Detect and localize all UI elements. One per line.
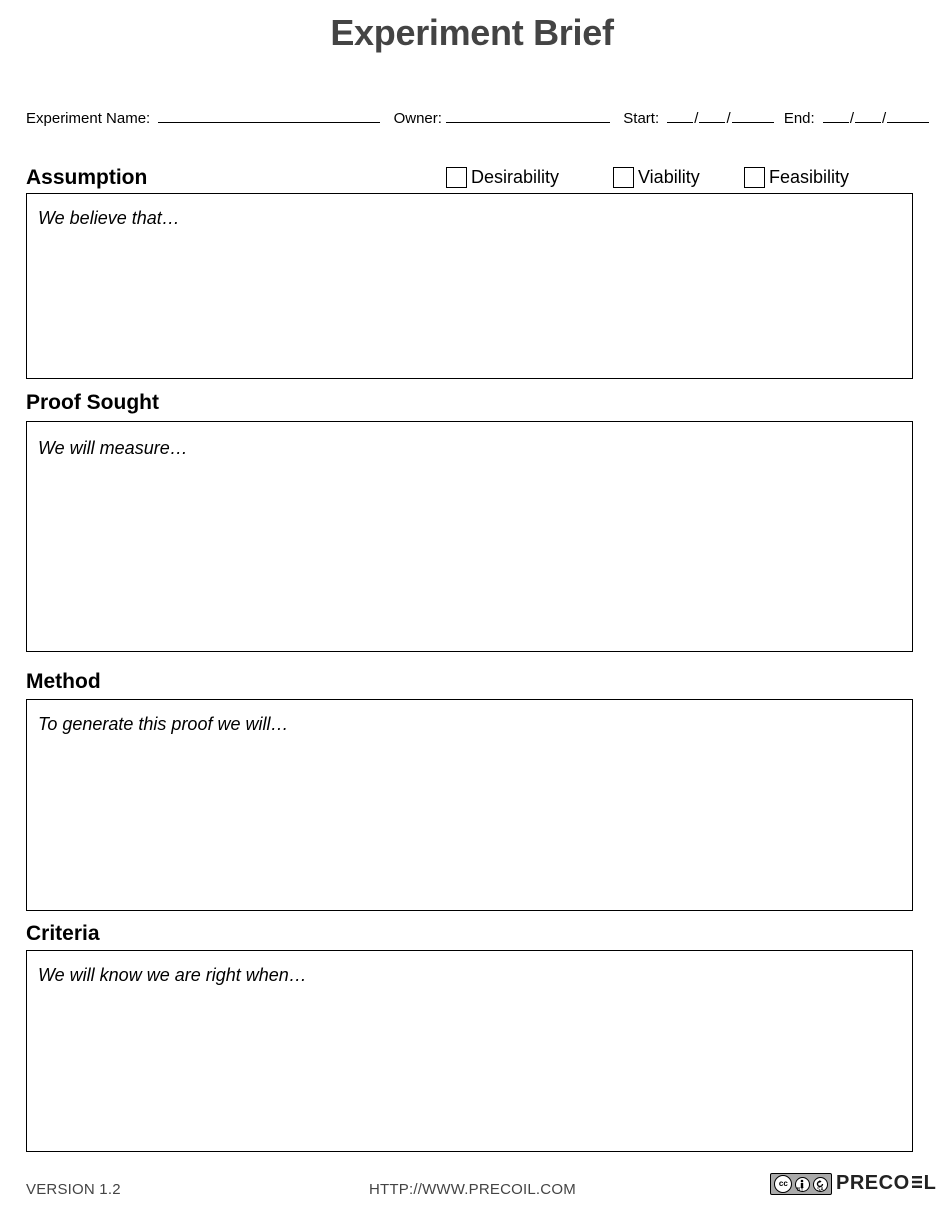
viability-checkbox[interactable] bbox=[613, 167, 634, 188]
start-month-field[interactable] bbox=[667, 107, 693, 123]
logo-text-end: L bbox=[923, 1172, 937, 1194]
method-title: Method bbox=[26, 670, 101, 693]
method-box[interactable] bbox=[26, 699, 913, 911]
version-text: VERSION 1.2 bbox=[26, 1181, 121, 1198]
start-year-field[interactable] bbox=[732, 107, 774, 123]
experiment-name-field[interactable] bbox=[158, 107, 380, 123]
proof-sought-title: Proof Sought bbox=[26, 391, 159, 414]
page-title: Experiment Brief bbox=[330, 12, 614, 53]
cc-icon: cc bbox=[774, 1175, 792, 1193]
start-day-field[interactable] bbox=[699, 107, 725, 123]
owner-field[interactable] bbox=[446, 107, 610, 123]
assumption-prompt: We believe that… bbox=[38, 208, 180, 228]
date-separator: / bbox=[694, 110, 699, 127]
end-year-field[interactable] bbox=[887, 107, 929, 123]
proof-sought-prompt: We will measure… bbox=[38, 438, 188, 458]
desirability-label: Desirability bbox=[471, 167, 560, 187]
cc-by-text: BY bbox=[797, 1187, 804, 1193]
desirability-checkbox-group[interactable] bbox=[446, 167, 559, 188]
feasibility-label: Feasibility bbox=[769, 167, 850, 187]
experiment-name-label: Experiment Name: bbox=[26, 110, 151, 127]
precoil-logo bbox=[836, 1172, 936, 1195]
cc-license-badge bbox=[770, 1173, 832, 1195]
method-prompt: To generate this proof we will… bbox=[38, 714, 289, 734]
assumption-box[interactable] bbox=[26, 193, 913, 379]
coil-icon bbox=[911, 1174, 923, 1190]
desirability-checkbox[interactable] bbox=[446, 167, 467, 188]
feasibility-checkbox-group[interactable] bbox=[744, 167, 849, 188]
criteria-title: Criteria bbox=[26, 922, 100, 945]
criteria-prompt: We will know we are right when… bbox=[38, 965, 307, 985]
owner-label: Owner: bbox=[393, 110, 442, 127]
end-month-field[interactable] bbox=[823, 107, 849, 123]
end-day-field[interactable] bbox=[855, 107, 881, 123]
logo-text-start: PRECO bbox=[836, 1172, 910, 1194]
assumption-title: Assumption bbox=[26, 166, 148, 189]
feasibility-checkbox[interactable] bbox=[744, 167, 765, 188]
viability-checkbox-group[interactable] bbox=[613, 167, 700, 188]
proof-sought-box[interactable] bbox=[26, 421, 913, 652]
footer-url[interactable]: HTTP://WWW.PRECOIL.COM bbox=[369, 1181, 576, 1198]
criteria-box[interactable] bbox=[26, 950, 913, 1152]
date-separator: / bbox=[882, 110, 887, 127]
start-label: Start: bbox=[623, 110, 660, 127]
end-label: End: bbox=[783, 110, 815, 127]
viability-label: Viability bbox=[638, 167, 700, 187]
date-separator: / bbox=[849, 110, 855, 127]
cc-sa-text: SA bbox=[817, 1187, 824, 1193]
date-separator: / bbox=[726, 110, 731, 127]
meta-fields-row bbox=[26, 107, 929, 127]
